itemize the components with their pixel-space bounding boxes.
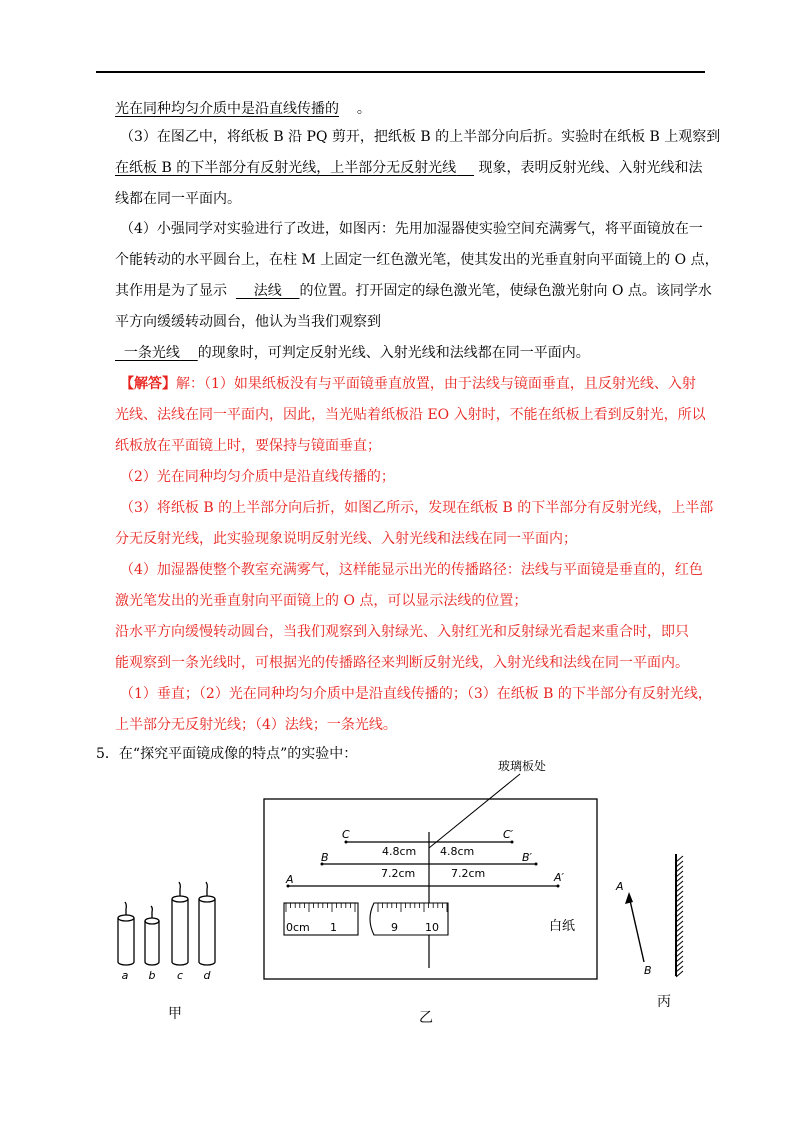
point-C-prime: C′ <box>503 828 514 841</box>
mirror-hatch-line <box>676 961 683 967</box>
dist-C: 4.8cm <box>382 845 417 858</box>
mirror-hatch-line <box>676 886 683 892</box>
paper-label: 白纸 <box>549 919 576 934</box>
q4-line-7: 其作用是为了显示 法线 的位置。打开固定的绿色激光笔，使绿色激光射向 O 点。该同学水 <box>115 283 712 299</box>
point-B: B <box>321 851 329 864</box>
mirror-hatch-line <box>676 921 683 927</box>
mirror-hatch-line <box>676 911 683 917</box>
mirror-hatch-line <box>676 951 683 957</box>
ruler-10: 10 <box>425 921 439 934</box>
object-arrow-shaft <box>629 896 644 962</box>
bing-point-B: B <box>644 964 652 977</box>
mirror-hatch-line <box>676 936 683 942</box>
ruler-9: 9 <box>391 921 398 934</box>
mirror-hatch-line <box>676 896 683 902</box>
answer-tag: 【解答】 <box>120 376 176 392</box>
answer-line-8: 激光笔发出的光垂直射向平面镜上的 O 点，可以显示法线的位置； <box>115 593 528 609</box>
answer-line-10: 能观察到一条光线时，可根据光的传播路径来判断反射光线，入射光线和法线在同一平面内。 <box>115 655 689 671</box>
point-B-prime: B′ <box>522 851 533 864</box>
answer-line-1: 【解答】解：（1）如果纸板没有与平面镜垂直放置，由于法线与镜面垂直，且反射光线、入射 <box>120 376 696 392</box>
answer-line-4: （2）光在同种均匀介质中是沿直线传播的； <box>120 469 395 485</box>
point-C: C <box>342 828 350 841</box>
q4-line-1: 光在同种均匀介质中是沿直线传播的 。 <box>115 101 371 117</box>
candle-label-c: c <box>176 969 184 982</box>
point-A-prime: A′ <box>554 871 565 884</box>
answer-line-9: 沿水平方向缓慢转动圆台，当我们观察到入射绿光、入射红光和反射绿光看起来重合时，即只 <box>115 624 689 640</box>
answer-blank-2: 光在同种均匀介质中是沿直线传播的 <box>115 101 339 117</box>
answer-line-7: （4）加湿器使整个教室充满雾气，这样能显示出光的传播路径：法线与平面镜是垂直的，红色 <box>120 562 703 578</box>
mirror-hatch-line <box>676 891 683 897</box>
q4-line-5: （4）小强同学对实验进行了改进，如图丙：先用加湿器使实验空间充满雾气，将平面镜放在一 <box>120 221 703 237</box>
figure-yi-diagram <box>262 760 602 990</box>
dist-B-prime: 7.2cm <box>451 867 486 880</box>
q4-line-9: 一条光线 的现象时，可判定反射光线、入射光线和法线都在同一平面内。 <box>115 343 590 363</box>
answer-line-3: 纸板放在平面镜上时，要保持与镜面垂直； <box>115 438 381 454</box>
mirror-hatch-line <box>676 926 683 932</box>
q4-line-6: 个能转动的水平圆台上，在柱 M 上固定一红色激光笔，使其发出的光垂直射向平面镜上的 O 点， <box>115 252 719 268</box>
glass-label: 玻璃板处 <box>498 760 547 773</box>
q4-line-3: 在纸板 B 的下半部分有反射光线，上半部分无反射光线 现象，表明反射光线、入射光线和法 <box>115 160 703 176</box>
mirror-hatching <box>676 856 683 977</box>
dist-B: 7.2cm <box>381 867 416 880</box>
mirror-hatch-line <box>676 856 683 862</box>
white-paper-rect <box>264 799 597 979</box>
figure-bing-diagram <box>606 848 696 988</box>
mirror-hatch-line <box>676 881 683 887</box>
mirror-hatch-line <box>676 866 683 872</box>
q4-line-2: （3）在图乙中，将纸板 B 沿 PQ 剪开，把纸板 B 的上半部分向后折。实验时在纸板 B 上观察到 <box>120 129 721 145</box>
candle-label-d: d <box>203 969 211 982</box>
mirror-hatch-line <box>676 871 683 877</box>
mirror-hatch-line <box>676 966 683 972</box>
mirror-hatch-line <box>676 901 683 907</box>
answer-blank-4a: 法线 <box>253 283 282 299</box>
candle-label-b: b <box>148 969 156 982</box>
answer-line-2: 光线、法线在同一平面内，因此，当光贴着纸板沿 EO 入射时，不能在纸板上看到反射光，所以 <box>115 407 706 423</box>
bing-point-A: A <box>616 880 624 893</box>
ruler-1: 1 <box>330 921 337 934</box>
answer-line-6: 分无反射光线，此实验现象说明反射光线、入射光线和法线在同一平面内； <box>115 531 577 547</box>
mirror-hatch-line <box>676 861 683 867</box>
point-A: A <box>286 873 294 886</box>
answer-line-11: （1）垂直；（2）光在同种均匀介质中是沿直线传播的；（3）在纸板 B 的下半部分有反射光线， <box>120 686 712 702</box>
mirror-hatch-line <box>676 931 683 937</box>
answer-blank-3: 在纸板 B 的下半部分有反射光线，上半部分无反射光线 <box>115 160 457 176</box>
mirror-hatch-line <box>676 971 683 977</box>
ruler-0cm: 0cm <box>286 921 310 934</box>
mirror-hatch-line <box>676 916 683 922</box>
figure-yi-caption: 乙 <box>419 1010 433 1026</box>
mirror-hatch-line <box>676 946 683 952</box>
mirror-hatch-line <box>676 876 683 882</box>
figure-jia-candles <box>108 872 228 982</box>
dist-C-prime: 4.8cm <box>440 845 475 858</box>
answer-line-5: （3）将纸板 B 的上半部分向后折，如图乙所示，发现在纸板 B 的下半部分有反射光线，上半部 <box>120 500 714 516</box>
object-arrow-head <box>625 892 633 904</box>
figure-jia-caption: 甲 <box>168 1006 182 1022</box>
answer-line-12: 上半部分无反射光线；（4）法线；一条光线。 <box>115 717 397 733</box>
figure-bing-caption: 丙 <box>657 994 671 1010</box>
header-rule <box>96 71 705 73</box>
candle-label-a: a <box>121 969 129 982</box>
q4-line-4: 线都在同一平面内。 <box>115 191 241 207</box>
mirror-hatch-line <box>676 941 683 947</box>
mirror-hatch-line <box>676 956 683 962</box>
q4-line-8: 平方向缓缓转动圆台，他认为当我们观察到 <box>115 314 381 330</box>
question-5-title: 5．在“探究平面镜成像的特点”的实验中： <box>96 746 358 762</box>
answer-blank-4b: 一条光线 <box>123 345 180 361</box>
mirror-hatch-line <box>676 906 683 912</box>
